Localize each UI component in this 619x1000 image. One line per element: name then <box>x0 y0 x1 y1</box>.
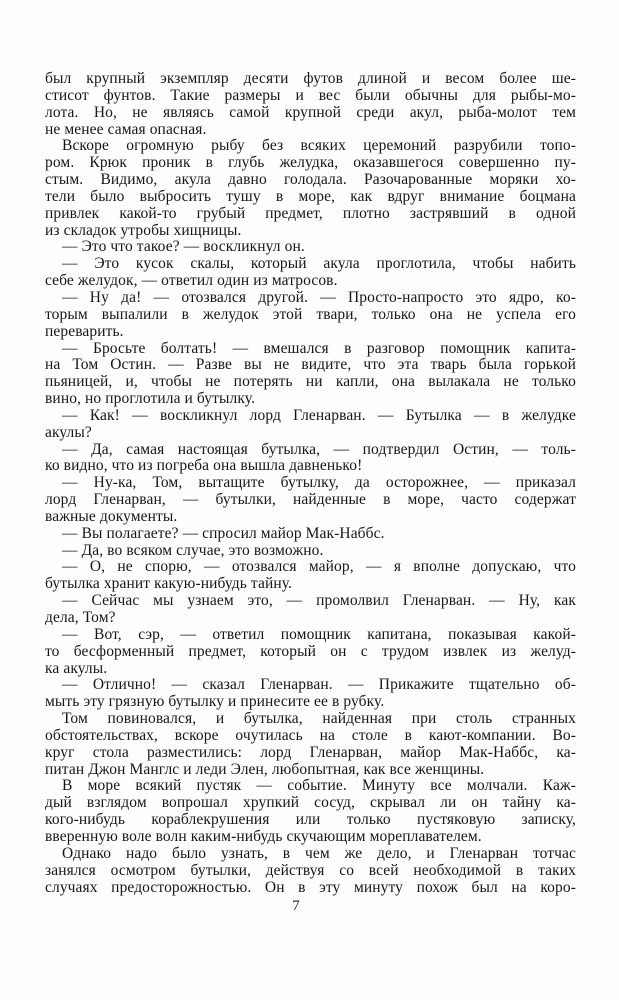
text-line: был крупный экземпляр десяти футов длиной и весом более ше- <box>45 70 576 87</box>
text-line: на Том Остин. — Разве вы не видите, что эта тварь была горькой <box>45 356 576 374</box>
text-line: вино, но проглотила и бутылку. <box>45 390 256 408</box>
text-line: лота. Но, не являясь самой крупной среди акул, рыба-молот тем <box>45 103 576 121</box>
text-line: важные документы. <box>45 507 178 525</box>
text-line: обстоятельствах, вскоре очутилась на столе в кают-компании. Во- <box>45 726 576 744</box>
text-line: — Вы полагаете? — спросил майор Мак-Наббс. <box>62 524 385 542</box>
text-line: — Отлично! — сказал Гленарван. — Прикажите тщательно об- <box>62 676 576 694</box>
text-line: — Как! — воскликнул лорд Гленарван. — Бутылка — в желудке <box>62 406 576 424</box>
text-line: — Ну-ка, Том, вытащите бутылку, да осторожнее, — приказал <box>62 474 576 492</box>
text-line: случаях предосторожностью. Он в эту минуту похож был на коро- <box>45 878 576 896</box>
text-line: питан Джон Манглс и леди Элен, любопытная, как все женщины. <box>45 760 485 778</box>
text-line: мыть эту грязную бутылку и принесите ее в рубку. <box>45 693 385 711</box>
text-line: тели было выбросить тушу в море, как вдруг внимание боцмана <box>45 187 576 205</box>
text-line: вверенную воле волн каким-нибудь скучающим мореплавателем. <box>45 827 482 845</box>
text-line: из складок утробы хищницы. <box>45 221 242 239</box>
text-line: стисот фунтов. Такие размеры и вес были обычны для рыбы-мо- <box>45 86 576 104</box>
page-number: 7 <box>292 898 300 914</box>
text-line: дый взглядом вопрошал хрупкий сосуд, скрывал ли он тайну ка- <box>45 794 576 812</box>
text-line: пьяницей, и, чтобы не потерять ни капли, она вылакала не только <box>45 373 576 391</box>
text-line: — Сейчас мы узнаем это, — промолвил Гленарван. — Ну, как <box>62 592 576 610</box>
text-line: — Вот, сэр, — ответил помощник капитана, показывая какой- <box>62 625 576 643</box>
text-line: Однако надо было узнать, в чем же дело, и Гленарван тотчас <box>62 844 576 862</box>
text-line: — Да, самая настоящая бутылка, — подтвердил Остин, — толь- <box>62 440 576 458</box>
text-line: Вскоре огромную рыбу без всяких церемоний разрубили топо- <box>62 137 576 155</box>
text-line: торым выпалили в желудок этой твари, только она не успела его <box>45 305 576 323</box>
text-line: бутылка хранит какую-нибудь тайну. <box>45 575 293 593</box>
text-line: круг стола разместились: лорд Гленарван, майор Мак-Наббс, ка- <box>45 743 576 761</box>
text-line: лорд Гленарван, — бутылки, найденные в море, часто содержат <box>45 491 576 509</box>
page-text <box>45 71 576 896</box>
text-line: кого-нибудь кораблекрушения или только пустяковую записку, <box>45 811 576 829</box>
text-line: — Это кусок скалы, который акула проглотила, чтобы набить <box>62 255 576 273</box>
text-line: — О, не спорю, — отозвался майор, — я вполне допускаю, что <box>62 558 576 576</box>
text-line: занялся осмотром бутылки, действуя со всей необходимой в таких <box>45 861 576 879</box>
text-line: переварить. <box>45 322 124 340</box>
text-line: В море всякий пустяк — событие. Минуту все молчали. Каж- <box>62 777 576 795</box>
text-line: — Да, во всяком случае, это возможно. <box>62 541 324 559</box>
text-line: дела, Том? <box>45 609 116 626</box>
text-line: привлек какой-то грубый предмет, плотно застрявший в одной <box>45 204 576 222</box>
text-line: не менее самая опасная. <box>45 120 207 138</box>
text-line: — Бросьте болтать! — вмешался в разговор помощник капита- <box>62 339 576 357</box>
text-line: ром. Крюк проник в глубь желудка, оказавшегося совершенно пу- <box>45 154 576 172</box>
text-line: то бесформенный предмет, который он с трудом извлек из желуд- <box>45 642 576 660</box>
text-line: — Ну да! — отозвался другой. — Просто-напросто это ядро, ко- <box>62 288 576 306</box>
text-line: стым. Видимо, акула давно голодала. Разочарованные моряки хо- <box>45 171 576 189</box>
text-line: Том повиновался, и бутылка, найденная при столь странных <box>62 710 576 728</box>
text-line: ко видно, что из погреба она вышла давненько! <box>45 457 363 475</box>
text-line: ка акулы. <box>45 659 108 677</box>
text-line: себе желудок, — ответил один из матросов. <box>45 272 338 290</box>
text-line: — Это что такое? — воскликнул он. <box>62 238 305 256</box>
text-line: акулы? <box>45 423 92 441</box>
